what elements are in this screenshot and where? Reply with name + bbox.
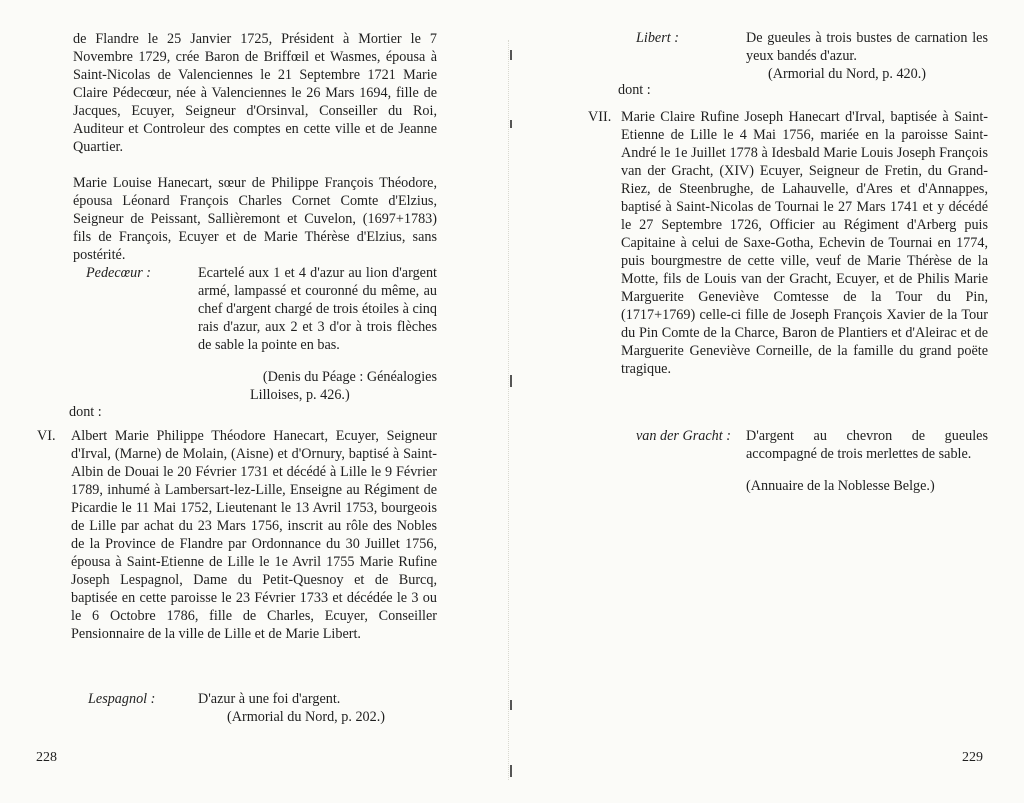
left-page [0, 0, 508, 803]
lespagnol-description: D'azur à une foi d'argent. [198, 691, 341, 707]
libert-label: Libert : [636, 30, 679, 46]
libert-citation: (Armorial du Nord, p. 420.) [768, 66, 927, 82]
van-der-gracht-citation: (Annuaire de la Noblesse Belge.) [746, 478, 935, 494]
dont-label: dont : [69, 404, 102, 420]
generation-vi-paragraph: Albert Marie Philippe Théodore Hanecart, Ecuyer, Seigneur d'Irval, (Marne) de Molain, (Aisne) et d'Ornury, baptisé à Saint-Albin de Douai le 20 Février 1731 et décédé à Lille le 9 Février 1789, inhumé à Lambersart-lez-Lille, Enseigne au Régiment de Picardie le 11 Mai 1752, Lieutenant le 13 Avril 1753, bourgeois de Lille par achat du 23 Mars 1756, inscrit au rôle des Nobles de la Province de Flandre par Ordonnance du 30 Juillet 1756, épousa à Saint-Etienne de Lille le 1e Avril 1755 Marie Rufine Joseph Lespagnol, Dame du Petit-Quesnoy et de Burcq, baptisée en cette paroisse le 23 Février 1733 et décédée le 3 ou le 6 Octobre 1786, fille de Charles, Ecuyer, Conseiller Pensionnaire de la ville de Lille et de Marie Libert. [71, 428, 437, 642]
generation-number-vii: VII. [588, 109, 612, 125]
right-page [512, 0, 1024, 803]
page-number-left: 228 [36, 750, 57, 765]
lespagnol-label: Lespagnol : [88, 691, 156, 707]
libert-description: De gueules à trois bustes de carnation les yeux bandés d'azur. [746, 30, 988, 64]
pedecoeur-label: Pedecœur : [86, 265, 152, 281]
page-number-right: 229 [962, 750, 983, 765]
generation-number-vi: VI. [37, 428, 56, 444]
lespagnol-citation: (Armorial du Nord, p. 202.) [227, 709, 386, 725]
pedecoeur-description: Ecartelé aux 1 et 4 d'azur au lion d'argent armé, lampassé et couronné du même, au chef d'argent chargé de trois étoiles à cinq rais d'azur, aux 2 et 3 d'or à trois flèches de sable la pointe en bas. [198, 265, 437, 353]
van-der-gracht-label: van der Gracht : [636, 428, 731, 444]
marie-louise-paragraph: Marie Louise Hanecart, sœur de Philippe François Théodore, épousa Léonard François Charles Cornet Comte d'Elzius, Seigneur de Peissant, Sallièremont et Cuvelon, (1697+1783) fils de François, Ecuyer et de Marie Thérèse d'Elzius, sans postérité. [73, 175, 437, 263]
generation-vii-paragraph: Marie Claire Rufine Joseph Hanecart d'Irval, baptisée à Saint-Etienne de Lille le 4 Mai 1756, mariée en la paroisse Saint-André le 1e Juillet 1778 à Idesbald Marie Louis Joseph François van der Gracht, (XIV) Ecuyer, Seigneur de Fretin, du Grand-Riez, de Steenbrughe, de Lahauvelle, d'Ares et d'Annappes, baptisé à Saint-Nicolas de Tournai le 27 Mars 1741 et y décédé le 27 Septembre 1726, Officier au Régiment d'Arberg puis Capitaine à celui de Saxe-Gotha, Echevin de Tournai en 1774, puis bourgmestre de cette ville, veuf de Marie Thérèse de la Motte, fils de Louis van der Gracht, Ecuyer, et de Philis Marie Marguerite Geneviève Comtesse de la Tour du Pin, (1717+1769) celle-ci fille de Joseph François Xavier de la Tour du Pin Comte de la Charce, Baron de Plantiers et d'Aleirac et de Marguerite Geneviève Corneille, de la famille du grand poëte tragique. [621, 109, 988, 377]
lespagnol-arms [88, 690, 437, 710]
pedecoeur-citation: (Denis du Péage : Généalogies Lilloises, p. 426.) [250, 369, 437, 403]
dont-label: dont : [618, 82, 651, 98]
libert-arms [636, 29, 988, 69]
continuation-paragraph: de Flandre le 25 Janvier 1725, Président à Mortier le 7 Novembre 1729, crée Baron de Briffœil et Wasmes, épousa à Saint-Nicolas de Valenciennes le 21 Septembre 1721 Marie Claire Pédecœur, née à Valenciennes le 26 Mars 1694, fille de Jacques, Ecuyer, Seigneur d'Orsinval, Conseiller du Roi, Auditeur et Controleur des comptes en cette ville et de Jeanne Quartier. [73, 31, 437, 155]
van-der-gracht-description: D'argent au chevron de gueules accompagné de trois merlettes de sable. [746, 428, 988, 462]
